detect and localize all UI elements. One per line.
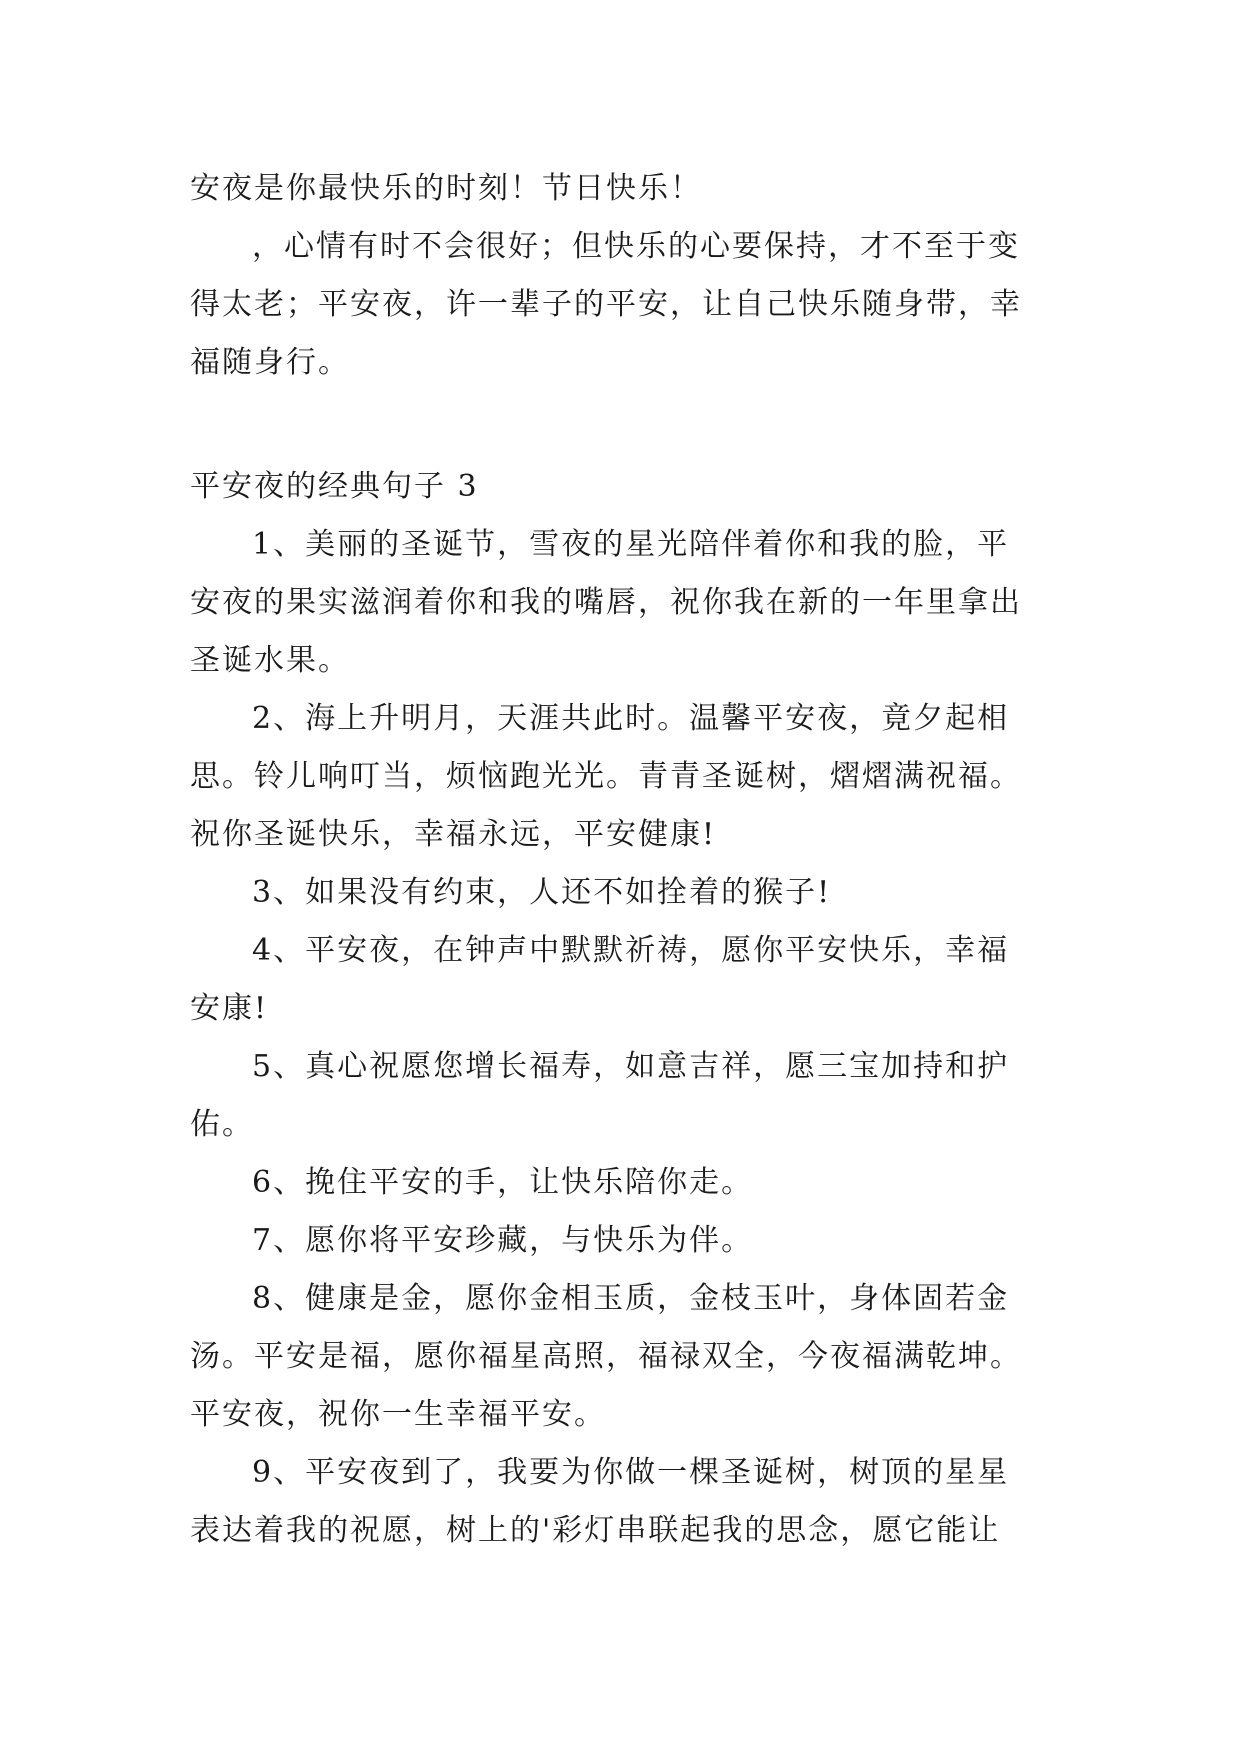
document-page [190,160,1060,1560]
item-2-line-2: 思。铃儿响叮当，烦恼跑光光。青青圣诞树，熠熠满祝福。 [190,759,1022,794]
item-8-line-2: 汤。平安是福，愿你福星高照，福禄双全，今夜福满乾坤。 [190,1339,1022,1374]
item-1-line-3: 圣诞水果。 [190,643,350,678]
mood-line-3: 福随身行。 [190,345,350,380]
item-5-line-2: 佑。 [190,1107,254,1142]
item-1-line-2: 安夜的果实滋润着你和我的嘴唇，祝你我在新的一年里拿出 [190,585,1022,620]
item-8-line-3: 平安夜，祝你一生幸福平安。 [190,1397,606,1432]
item-4-line-2: 安康! [190,991,269,1026]
mood-line-1: ，心情有时不会很好；但快乐的心要保持，才不至于变 [252,229,1020,264]
item-2-line-3: 祝你圣诞快乐，幸福永远，平安健康! [190,817,717,852]
item-4-line-1: 4、平安夜，在钟声中默默祈祷，愿你平安快乐，幸福 [252,933,1010,968]
item-7-line-1: 7、愿你将平安珍藏，与快乐为伴。 [252,1223,754,1258]
item-2-line-1: 2、海上升明月，天涯共此时。温馨平安夜，竟夕起相 [252,701,1010,736]
intro-line-1: 安夜是你最快乐的时刻！节日快乐！ [190,171,702,206]
item-5-line-1: 5、真心祝愿您增长福寿，如意吉祥，愿三宝加持和护 [252,1049,1010,1084]
section-spacer [190,392,1060,458]
item-1-line-1: 1、美丽的圣诞节，雪夜的星光陪伴着你和我的脸，平 [252,527,1010,562]
section-title: 平安夜的经典句子 3 [190,469,479,504]
item-9-line-2: 表达着我的祝愿，树上的'彩灯串联起我的思念，愿它能让 [190,1513,1001,1548]
item-6-line-1: 6、挽住平安的手，让快乐陪你走。 [252,1165,754,1200]
mood-line-2: 得太老；平安夜，许一辈子的平安，让自己快乐随身带，幸 [190,287,1022,322]
item-8-line-1: 8、健康是金，愿你金相玉质，金枝玉叶，身体固若金 [252,1281,1010,1316]
item-3-line-1: 3、如果没有约束，人还不如拴着的猴子! [252,875,832,910]
item-9-line-1: 9、平安夜到了，我要为你做一棵圣诞树，树顶的星星 [252,1455,1010,1490]
